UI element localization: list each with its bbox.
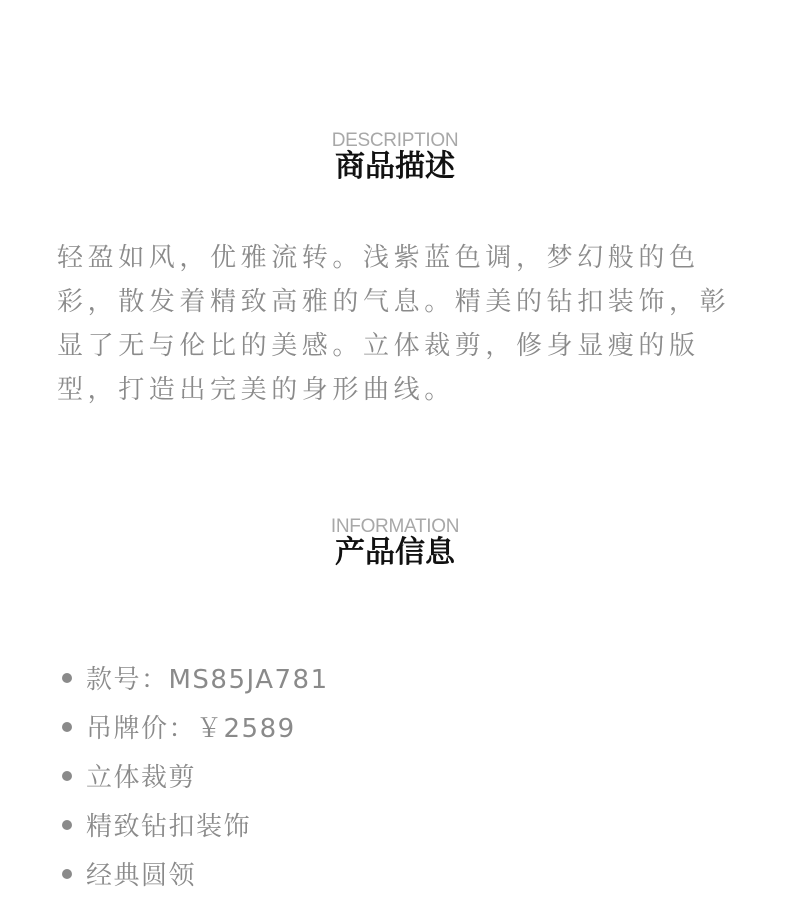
bullet-icon: [62, 820, 72, 830]
bullet-icon: [62, 673, 72, 683]
info-item-round-collar: [57, 849, 329, 898]
info-item-3d-cut: [57, 751, 329, 800]
bullet-icon: [62, 771, 72, 781]
description-title: 商品描述: [335, 149, 455, 184]
info-item-label: 精致钻扣装饰: [86, 812, 252, 842]
product-description-text: 轻盈如风，优雅流转。浅紫蓝色调，梦幻般的色彩，散发着精致高雅的气息。精美的钻扣装饰，彰显了无与伦比的美感。立体裁剪，修身显瘦的版型，打造出完美的身形曲线。: [57, 243, 731, 405]
bullet-icon: [62, 869, 72, 879]
info-item-tag-price: [57, 702, 329, 751]
info-item-diamond-buckle: [57, 800, 329, 849]
information-header: [0, 517, 790, 570]
description-header: [0, 131, 790, 184]
bullet-icon: [62, 722, 72, 732]
product-info-list: [57, 653, 329, 898]
info-item-style-number: [57, 653, 329, 702]
information-title: 产品信息: [335, 535, 455, 570]
info-item-label: 款号：MS85JA781: [86, 665, 329, 695]
info-item-label: 经典圆领: [86, 861, 197, 891]
info-item-label: 吊牌价：￥2589: [86, 714, 296, 744]
info-item-label: 立体裁剪: [86, 763, 197, 793]
information-eyebrow: INFORMATION: [330, 516, 460, 537]
description-eyebrow: DESCRIPTION: [331, 130, 459, 151]
